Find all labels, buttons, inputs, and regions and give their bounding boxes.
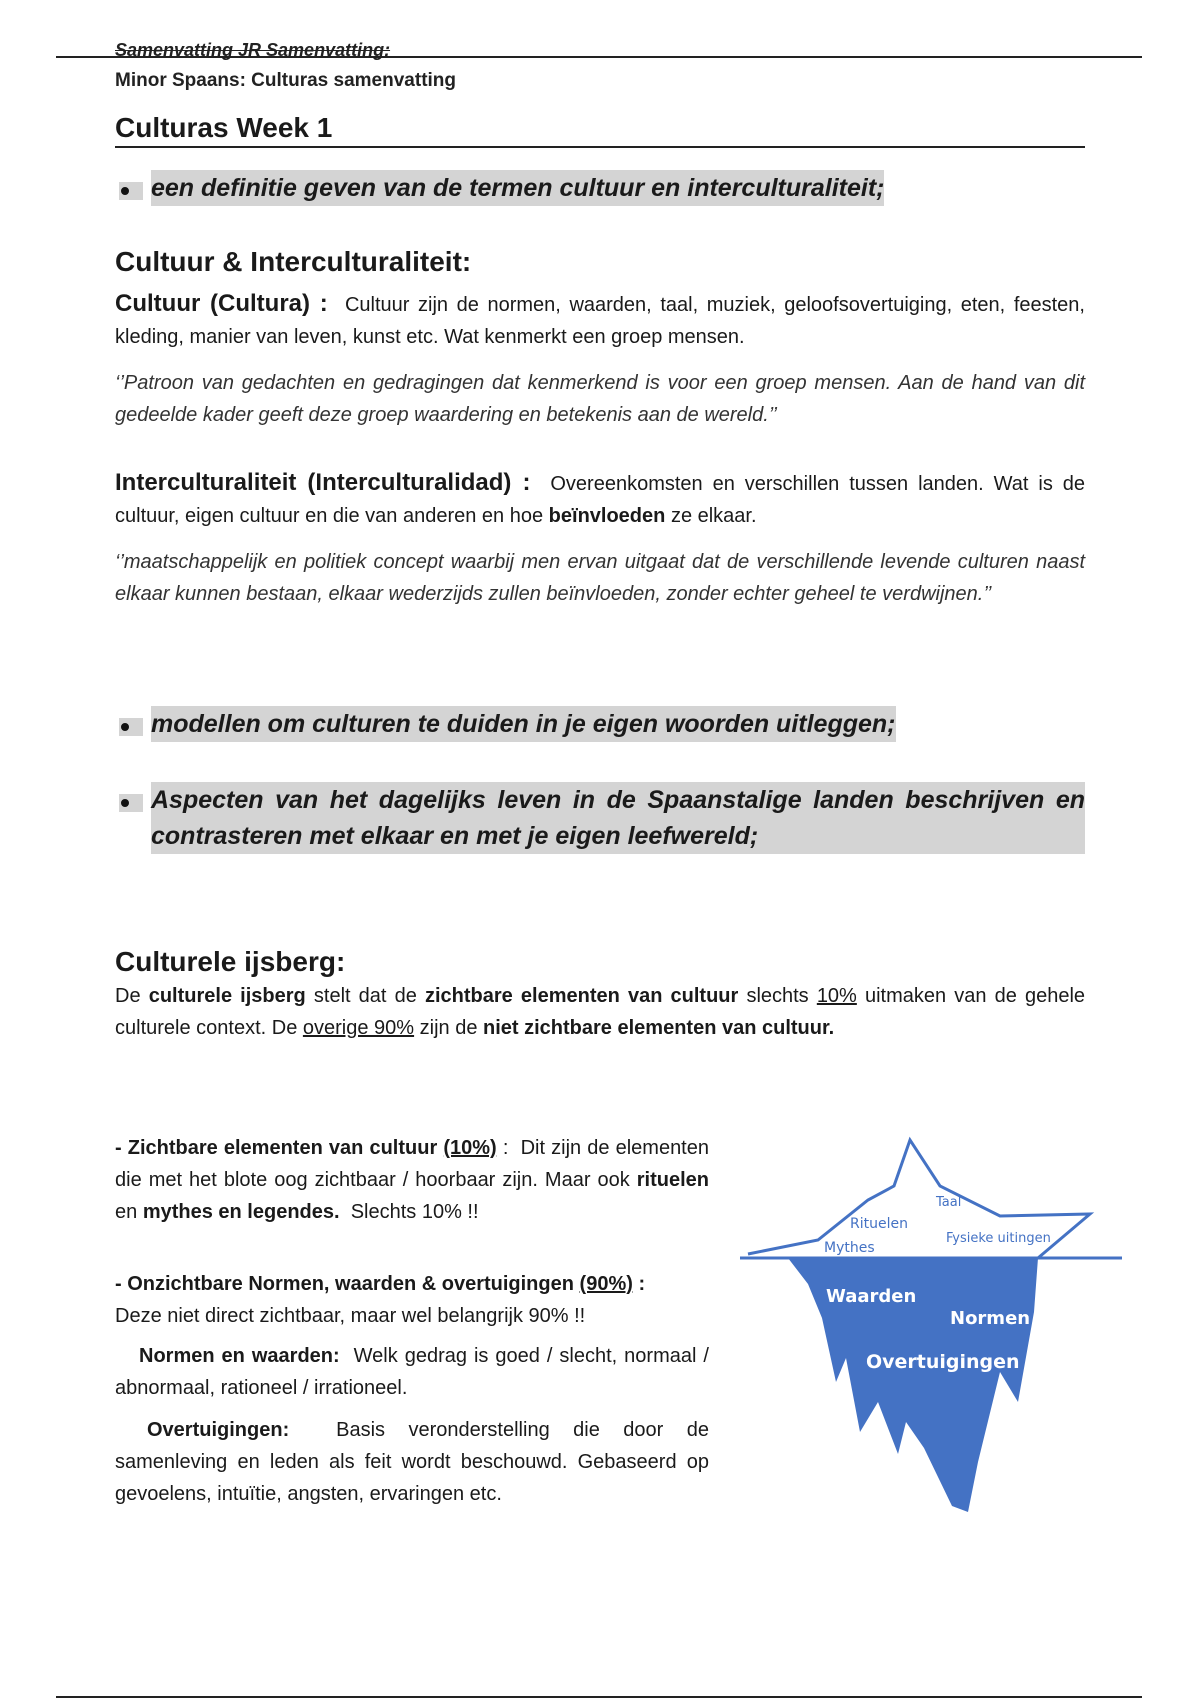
- inter-definition-bold: beïnvloeden: [548, 505, 666, 527]
- inter-quote: ‘’maatschappelijk en politiek concept waarbij men ervan uitgaat dat de verschillende levende culturen naast elkaar kunnen bestaan, elkaar wederzijds zullen beïnvloeden, zonder echter geheel te verdwijnen.’’: [115, 551, 1085, 605]
- visible-text: en: [115, 1201, 138, 1223]
- intro-text: uitmaken van de gehele culturele context. De: [115, 985, 1086, 1039]
- intro-bold: niet zichtbare elementen van cultuur.: [483, 1017, 835, 1039]
- goal-bullet: [115, 782, 1085, 854]
- intro-text: stelt dat de: [313, 985, 417, 1007]
- invisible-text: Deze niet direct zichtbaar, maar wel belangrijk 90% !!: [115, 1305, 586, 1327]
- cultuur-quote: ‘’Patroon van gedachten en gedragingen dat kenmerkend is voor een groep mensen. Aan de hand van dit gedeelde kader geeft deze groep waardering en betekenis aan de wereld.’’: [115, 372, 1085, 426]
- visible-bold: rituelen: [636, 1169, 709, 1191]
- visible-colon: :: [502, 1137, 509, 1159]
- intro-underline: 10%: [816, 985, 857, 1007]
- goal-text: Aspecten van het dagelijks leven in de Spaanstalige landen beschrijven en contrasteren met elkaar en met je eigen leefwereld;: [151, 782, 1085, 854]
- intro-text: slechts: [746, 985, 809, 1007]
- cultuur-definition: Cultuur zijn de normen, waarden, taal, muziek, geloofsovertuiging, eten, feesten, kleding, manier van leven, kunst etc. Wat kenmerkt een groep mensen.: [115, 294, 1085, 348]
- footer-rule: [56, 1696, 1142, 1698]
- intro-underline: overige 90%: [302, 1017, 415, 1039]
- page-body: [115, 112, 1085, 1044]
- overtuigingen-paragraph: [115, 1414, 709, 1510]
- bullet-icon: [115, 170, 151, 206]
- invisible-label: - Onzichtbare Normen, waarden & overtuigingen: [115, 1273, 574, 1295]
- cultuur-term: Cultuur (Cultura) :: [115, 290, 328, 317]
- iceberg-label-overtuigingen: Overtuigingen: [866, 1351, 1020, 1373]
- iceberg-label-taal: Taal: [936, 1195, 962, 1210]
- ov-text: Basis veronderstelling die door de samenleving en leden als feit wordt beschouwd. Gebaseerd op gevoelens, intuïtie, angsten, ervaringen etc.: [115, 1419, 709, 1505]
- goal-bullet: [115, 706, 1085, 742]
- invisible-colon: :: [638, 1273, 646, 1295]
- visible-text: Dit zijn de elementen die met het blote oog zichtbaar / hoorbaar zijn. Maar ook: [115, 1137, 709, 1191]
- ov-label: Overtuigingen:: [147, 1419, 290, 1441]
- inter-paragraph: [115, 467, 1085, 532]
- iceberg-explanation: [115, 1132, 709, 1510]
- iceberg-label-waarden: Waarden: [826, 1286, 917, 1307]
- iceberg-label-fysieke-uitingen: Fysieke uitingen: [946, 1231, 1051, 1246]
- nw-text: Welk gedrag is goed / slecht, normaal / abnormaal, rationeel / irrationeel.: [115, 1345, 709, 1399]
- bullet-icon: [115, 706, 151, 742]
- invisible-paragraph: [115, 1268, 709, 1332]
- intro-bold: culturele ijsberg: [148, 985, 306, 1007]
- visible-paragraph: [115, 1132, 709, 1228]
- visible-pct: (10%): [443, 1137, 497, 1159]
- iceberg-label-rituelen: Rituelen: [850, 1216, 908, 1232]
- section-heading: Cultuur & Interculturaliteit:: [115, 246, 472, 277]
- iceberg-label-mythes: Mythes: [824, 1240, 875, 1256]
- iceberg-diagram: [738, 1132, 1122, 1532]
- cultuur-paragraph: [115, 288, 1085, 353]
- nw-label: Normen en waarden:: [139, 1345, 340, 1367]
- normen-waarden-paragraph: [115, 1340, 709, 1404]
- header-subtitle: Minor Spaans: Culturas samenvatting: [115, 70, 457, 91]
- invisible-pct: (90%): [579, 1273, 633, 1295]
- goal-text: modellen om culturen te duiden in je eigen woorden uitleggen;: [151, 706, 896, 742]
- visible-label: - Zichtbare elementen van cultuur: [115, 1137, 438, 1159]
- visible-bold: mythes en legendes.: [142, 1201, 340, 1223]
- intro-text: De: [115, 985, 141, 1007]
- iceberg-intro: [115, 980, 1085, 1044]
- inter-term: Interculturaliteit (Interculturalidad) :: [115, 469, 531, 496]
- bullet-icon: [115, 782, 151, 818]
- iceberg-label-normen: Normen: [950, 1308, 1031, 1329]
- inter-definition-end: ze elkaar.: [670, 505, 757, 527]
- intro-bold: zichtbare elementen van cultuur: [424, 985, 739, 1007]
- goal-bullet: [115, 170, 1085, 206]
- visible-end: Slechts 10% !!: [350, 1201, 479, 1223]
- iceberg-heading: Culturele ijsberg:: [115, 946, 346, 977]
- inter-definition: Overeenkomsten en verschillen tussen landen. Wat is de cultuur, eigen cultuur en die van anderen en hoe: [115, 473, 1085, 527]
- week-title: Culturas Week 1: [115, 112, 1085, 148]
- goal-text: een definitie geven van de termen cultuur en interculturaliteit;: [151, 170, 884, 206]
- intro-text: zijn de: [419, 1017, 478, 1039]
- header-title: Samenvatting JR Samenvatting:: [115, 40, 391, 60]
